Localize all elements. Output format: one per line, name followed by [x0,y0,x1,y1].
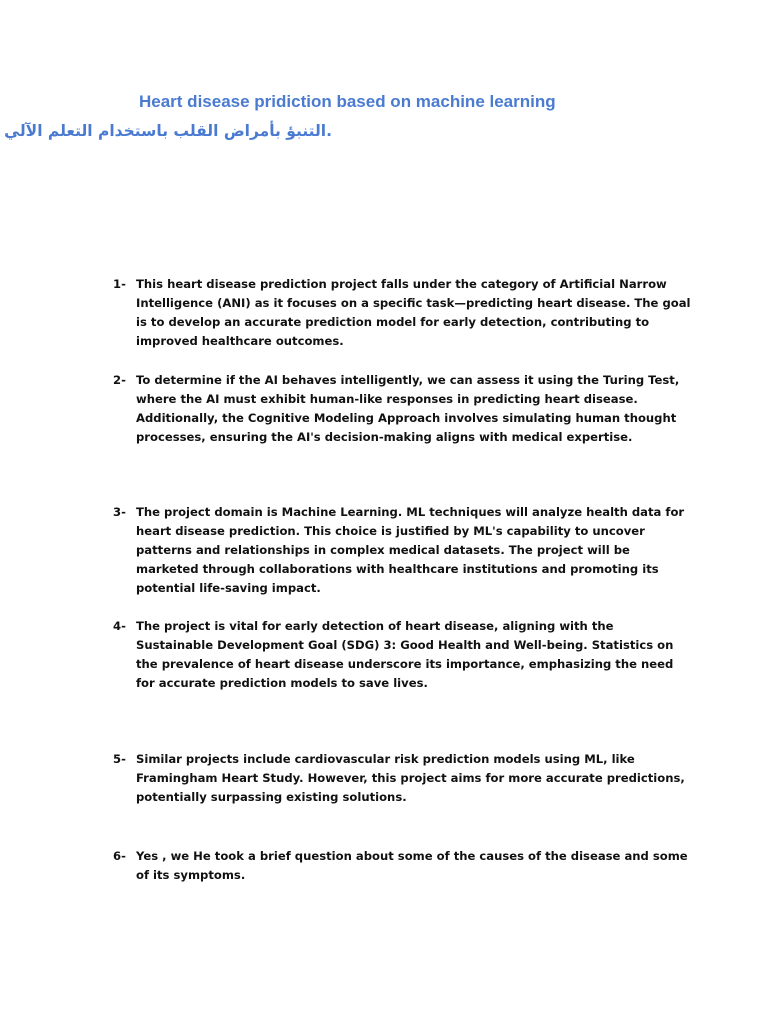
list-item [113,750,693,807]
item-number: 6- [113,849,126,863]
item-text: The project is vital for early detection of heart disease, aligning with the Sustainable Development Goal (SDG) 3: Good Health and Well-being. Statistics on the prevalence of heart disease underscore its importance, emphasizing the need for accurate prediction models to save lives. [136,619,674,690]
item-number: 4- [113,619,126,633]
item-number: 3- [113,505,126,519]
list-item [113,371,693,447]
item-text: This heart disease prediction project falls under the category of Artificial Narrow Intelligence (ANI) as it focuses on a specific task—predicting heart disease. The goal is to develop an accurate prediction model for early detection, contributing to improved healthcare outcomes. [136,277,691,348]
title-arabic: .التنبؤ بأمراض القلب باستخدام التعلم الآلي [4,122,332,140]
item-number: 1- [113,277,126,291]
title-english: Heart disease pridiction based on machine learning [139,92,556,111]
item-text: The project domain is Machine Learning. ML techniques will analyze health data for heart disease prediction. This choice is justified by ML's capability to uncover patterns and relationships in complex medical datasets. The project will be marketed through collaborations with healthcare institutions and promoting its potential life-saving impact. [136,505,685,595]
item-text: Yes , we He took a brief question about some of the causes of the disease and some of its symptoms. [136,849,688,882]
list-item [113,503,693,598]
list-item [113,275,693,351]
item-number: 5- [113,752,126,766]
item-text: Similar projects include cardiovascular risk prediction models using ML, like Framingham Heart Study. However, this project aims for more accurate predictions, potentially surpassing existing solutions. [136,752,685,804]
item-number: 2- [113,373,126,387]
list-item [113,617,693,693]
item-text: To determine if the AI behaves intelligently, we can assess it using the Turing Test, where the AI must exhibit human-like responses in predicting heart disease. Additionally, the Cognitive Modeling Approach involves simulating human thought processes, ensuring the AI's decision-making aligns with medical expertise. [136,373,680,444]
list-item [113,847,693,885]
